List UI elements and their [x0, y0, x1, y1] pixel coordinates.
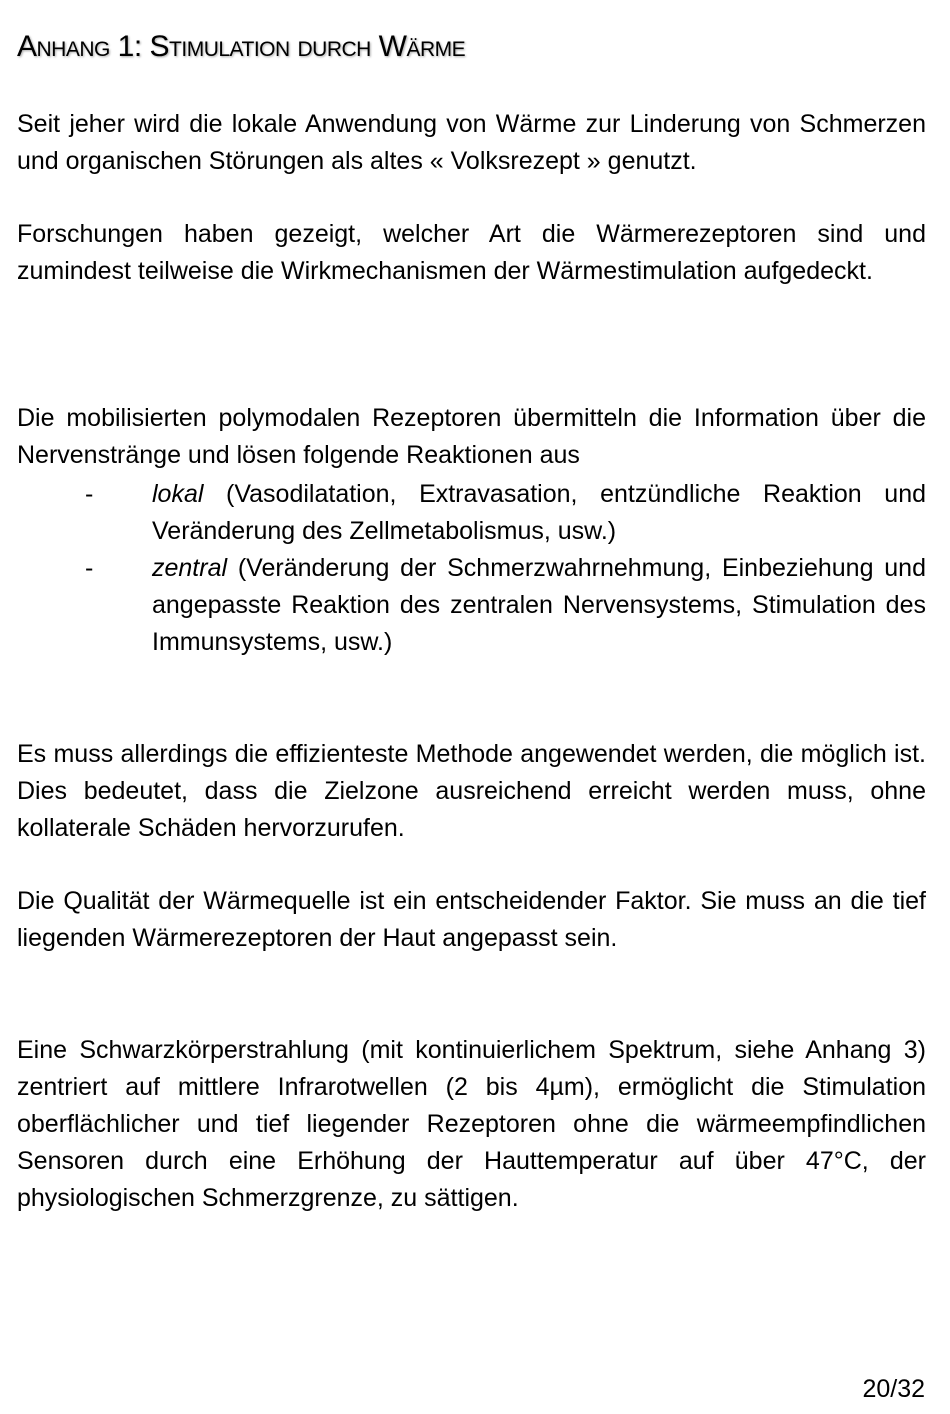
blackbody-paragraph: Eine Schwarzkörperstrahlung (mit kontinuierlichem Spektrum, siehe Anhang 3) zentriert auf mittlere Infrarotwellen (2 bis 4µm), ermöglicht die Stimulation oberflächlicher und tief liegender Rezeptoren ohne die wärmeempfindlichen Sensoren durch eine Erhöhung der Hauttemperatur auf über 47°C, der physiologischen Schmerzgrenze, zu sättigen.	[17, 1036, 926, 1212]
heat-source-paragraph: Die Qualität der Wärmequelle ist ein entscheidender Faktor. Sie muss an die tief liegenden Wärmerezeptoren der Haut angepasst sein.	[17, 887, 926, 952]
bullet-text: (Veränderung der Schmerzwahrnehmung, Einbeziehung und angepasste Reaktion des zentralen Nervensystems, Stimulation des Immunsystems, usw.)	[152, 554, 926, 656]
research-paragraph: Forschungen haben gezeigt, welcher Art die Wärmerezeptoren sind und zumindest teilweise die Wirkmechanismen der Wärmestimulation aufgedeckt.	[17, 220, 926, 285]
list-item-central	[17, 550, 926, 661]
list-item-local	[17, 476, 926, 550]
method-paragraph: Es muss allerdings die effizienteste Methode angewendet werden, die möglich ist. Dies bedeutet, dass die Zielzone ausreichend erreicht werden muss, ohne kollaterale Schäden hervorzurufen.	[17, 740, 926, 842]
bullet-marker: -	[85, 554, 94, 582]
reactions-list	[17, 476, 926, 661]
bullet-term: lokal	[152, 480, 204, 508]
bullet-marker: -	[85, 480, 94, 508]
intro-paragraph: Seit jeher wird die lokale Anwendung von Wärme zur Linderung von Schmerzen und organischen Störungen als altes « Volksrezept » genutzt.	[17, 110, 926, 175]
bullet-text: (Vasodilatation, Extravasation, entzündliche Reaktion und Veränderung des Zellmetabolismus, usw.)	[152, 480, 926, 545]
bullet-term: zentral	[152, 554, 228, 582]
receptors-paragraph: Die mobilisierten polymodalen Rezeptoren übermitteln die Information über die Nervenstränge und lösen folgende Reaktionen aus	[17, 404, 926, 469]
page-number: 20/32	[862, 1375, 925, 1403]
page-title: Anhang 1: Stimulation durch Wärme	[17, 30, 466, 63]
